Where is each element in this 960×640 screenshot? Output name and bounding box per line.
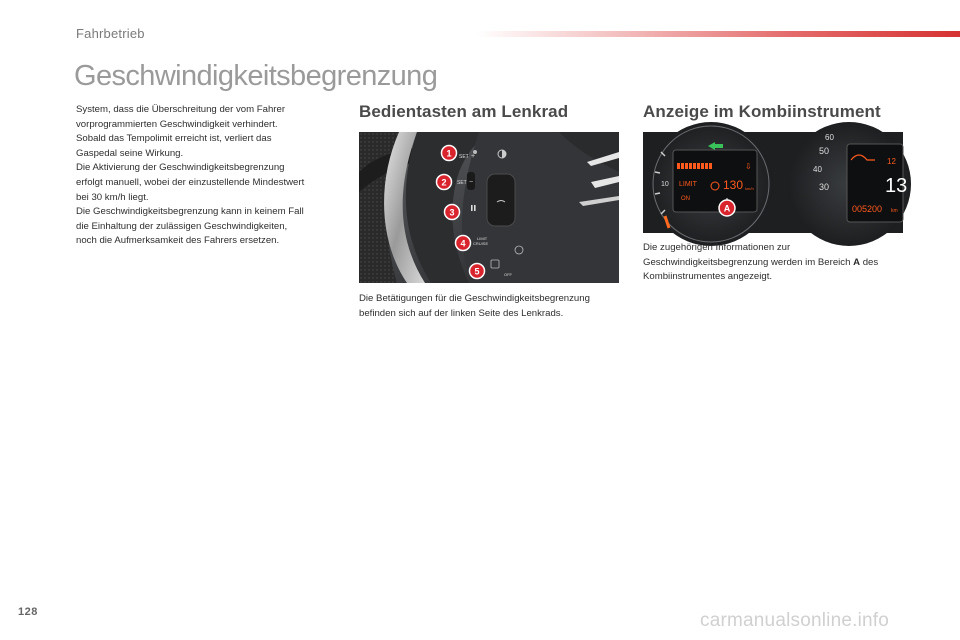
- odometer-unit: km: [891, 208, 898, 214]
- limit-label: LIMIT: [477, 236, 488, 241]
- controls-heading: Bedientasten am Lenkrad: [359, 102, 569, 121]
- controls-caption: Die Betätigungen für die Geschwindigkeitsbegrenzung befinden sich auf der linken Seite des Lenkrads.: [359, 293, 590, 319]
- watermark: carmanualsonline.info: [700, 610, 890, 631]
- steering-wheel-controls-image: [359, 132, 619, 283]
- limit-text: LIMIT: [679, 181, 697, 188]
- dial-30: 30: [819, 182, 830, 192]
- on-text: ON: [681, 196, 690, 202]
- dial-10: 10: [661, 181, 669, 188]
- dial-40: 40: [813, 165, 822, 174]
- svg-text:5: 5: [474, 266, 480, 277]
- header-accent-bar: [476, 31, 960, 37]
- cluster-caption: [643, 241, 903, 285]
- off-label: OFF: [504, 272, 512, 277]
- speed-value: 130: [723, 178, 744, 192]
- cluster-caption-before: Die zugehörigen Informationen zur Geschwindigkeitsbegrenzung werden im Bereich: [643, 242, 854, 268]
- cluster-caption-after: des Kombiinstrumentes angezeigt.: [643, 256, 879, 283]
- set-minus-label: SET: [457, 180, 467, 186]
- svg-text:2: 2: [441, 177, 447, 188]
- marker-2: [437, 175, 452, 190]
- area-a-label: A: [853, 256, 861, 268]
- cruise-label: CRUISE: [473, 241, 489, 246]
- marker-5: [470, 264, 485, 279]
- small-number: 12: [887, 157, 896, 166]
- page-number: 128: [18, 606, 38, 618]
- dial-50: 50: [819, 146, 830, 156]
- svg-text:A: A: [723, 203, 731, 214]
- marker-3: [445, 205, 460, 220]
- intro-paragraph: System, dass die Überschreitung der vom Fahrer vorprogrammierten Geschwindigkeit verhindert. Sobald das Tempolimit erreicht ist, verliert das Gaspedal seine Wirkung. Die Aktivierung der Geschwindigkeitsbegrenzung erfolgt manuell, wobei der einzustellende Mindestwert bei 30 km/h liegt. Die Geschwindigkeitsbegrenzung kann in keinem Fall die Einhaltung der zulässigen Geschwindigkeiten, noch die Aufmerksamkeit des Fahrers ersetzen.: [76, 104, 305, 247]
- speed-unit: km/h: [745, 186, 754, 191]
- marker-4: [456, 236, 471, 251]
- svg-text:3: 3: [449, 207, 455, 218]
- page-title: Geschwindigkeitsbegrenzung: [74, 60, 438, 92]
- section-label: Fahrbetrieb: [76, 26, 145, 41]
- cluster-heading: Anzeige im Kombiinstrument: [643, 102, 881, 121]
- dial-60: 60: [825, 133, 834, 142]
- marker-1: [442, 146, 457, 161]
- instrument-cluster-image: [643, 132, 908, 233]
- set-plus-label: SET: [459, 154, 469, 160]
- odometer: 005200: [852, 204, 883, 214]
- right-digit: 13: [885, 175, 908, 197]
- svg-text:+: +: [471, 153, 476, 160]
- svg-text:4: 4: [460, 238, 466, 249]
- svg-text:−: −: [469, 179, 474, 186]
- svg-text:1: 1: [446, 148, 452, 159]
- svg-text:⇩: ⇩: [745, 162, 752, 171]
